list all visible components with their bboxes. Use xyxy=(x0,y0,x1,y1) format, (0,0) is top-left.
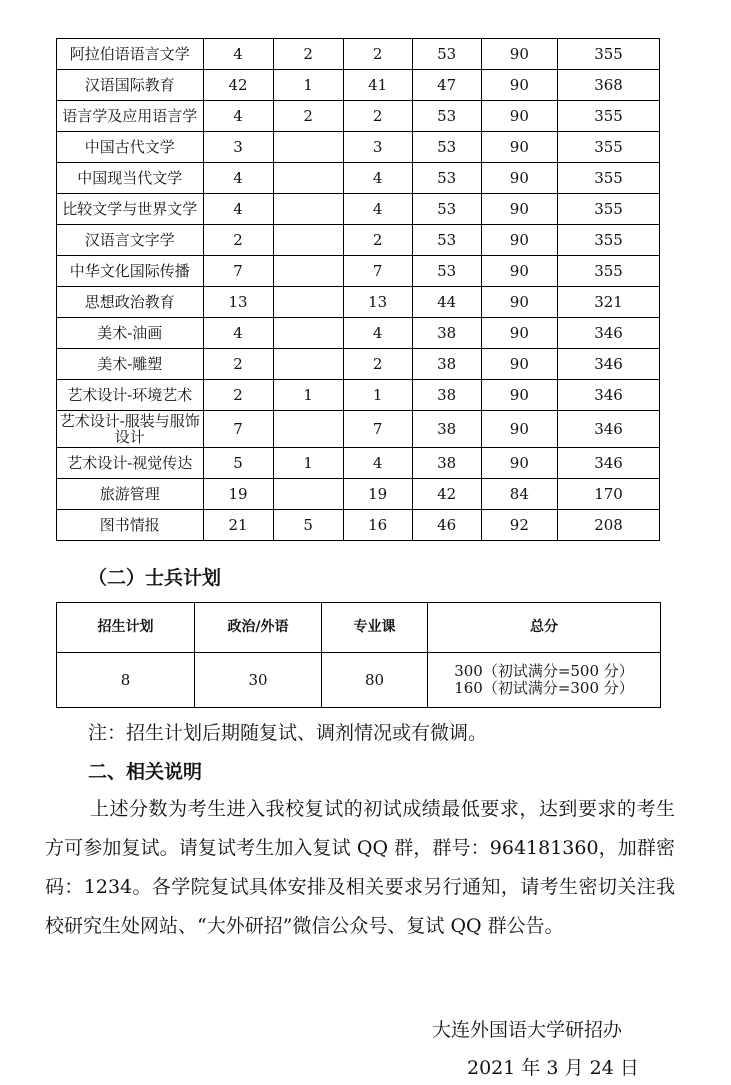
major-cell: 旅游管理 xyxy=(57,479,204,510)
score-table-row xyxy=(57,225,660,256)
total-score-cell: 346 xyxy=(558,380,660,411)
score-table-row xyxy=(57,287,660,318)
plan-count-cell: 4 xyxy=(203,39,273,70)
header-plan: 招生计划 xyxy=(57,603,195,653)
unified-exam-count-cell: 4 xyxy=(343,318,412,349)
politics-foreign-score-cell: 47 xyxy=(412,70,481,101)
plan-count-cell: 19 xyxy=(203,479,273,510)
score-table-row xyxy=(57,380,660,411)
total-score-cell: 346 xyxy=(558,448,660,479)
professional-score-cell: 90 xyxy=(481,448,557,479)
major-cell: 图书情报 xyxy=(57,510,204,541)
unified-exam-count-cell: 7 xyxy=(343,256,412,287)
recommended-count-cell: 1 xyxy=(273,448,343,479)
unified-exam-count-cell: 13 xyxy=(343,287,412,318)
plan-count-cell: 42 xyxy=(203,70,273,101)
plan-count-cell: 4 xyxy=(203,194,273,225)
professional-score-cell: 90 xyxy=(481,101,557,132)
total-score-cell: 346 xyxy=(558,411,660,448)
score-table-row xyxy=(57,194,660,225)
unified-exam-count-cell: 4 xyxy=(343,194,412,225)
soldier-professional: 80 xyxy=(322,653,428,708)
soldier-plan-count: 8 xyxy=(57,653,195,708)
plan-count-cell: 2 xyxy=(203,225,273,256)
related-body-text: 上述分数为考生进入我校复试的初试成绩最低要求，达到要求的考生方可参加复试。请复试考生加入复试 QQ 群，群号：964181360，加群密码：1234。各学院复试具体安排及相关要求另行通知，请考生密切关注我校研究生处网站、“大外研招”微信公众号、复试 QQ 群公告。 xyxy=(45,798,675,937)
politics-foreign-score-cell: 53 xyxy=(412,163,481,194)
recommended-count-cell: 5 xyxy=(273,510,343,541)
unified-exam-count-cell: 2 xyxy=(343,349,412,380)
major-cell: 中国古代文学 xyxy=(57,132,204,163)
recommended-count-cell xyxy=(273,163,343,194)
recommended-count-cell xyxy=(273,318,343,349)
recommended-count-cell xyxy=(273,479,343,510)
total-score-cell: 321 xyxy=(558,287,660,318)
soldier-plan-heading: （二）士兵计划 xyxy=(88,567,222,589)
unified-exam-count-cell: 16 xyxy=(343,510,412,541)
major-cell: 汉语言文字学 xyxy=(57,225,204,256)
professional-score-cell: 90 xyxy=(481,39,557,70)
recommended-count-cell xyxy=(273,349,343,380)
politics-foreign-score-cell: 53 xyxy=(412,132,481,163)
unified-exam-count-cell: 2 xyxy=(343,225,412,256)
unified-exam-count-cell: 19 xyxy=(343,479,412,510)
professional-score-cell: 90 xyxy=(481,225,557,256)
professional-score-cell: 90 xyxy=(481,318,557,349)
politics-foreign-score-cell: 38 xyxy=(412,411,481,448)
recommended-count-cell xyxy=(273,132,343,163)
unified-exam-count-cell: 4 xyxy=(343,163,412,194)
soldier-table-header-row xyxy=(57,603,661,653)
major-cell: 中国现当代文学 xyxy=(57,163,204,194)
major-cell: 艺术设计-视觉传达 xyxy=(57,448,204,479)
unified-exam-count-cell: 2 xyxy=(343,101,412,132)
score-table-row xyxy=(57,101,660,132)
professional-score-cell: 90 xyxy=(481,411,557,448)
politics-foreign-score-cell: 44 xyxy=(412,287,481,318)
recommended-count-cell: 2 xyxy=(273,39,343,70)
major-cell: 思想政治教育 xyxy=(57,287,204,318)
signature-date: 2021 年 3 月 24 日 xyxy=(467,1057,639,1079)
score-table-row xyxy=(57,39,660,70)
major-cell: 美术-油画 xyxy=(57,318,204,349)
plan-count-cell: 4 xyxy=(203,318,273,349)
recommended-count-cell xyxy=(273,225,343,256)
total-score-cell: 346 xyxy=(558,318,660,349)
total-score-cell: 355 xyxy=(558,225,660,256)
plan-count-cell: 5 xyxy=(203,448,273,479)
total-score-cell: 355 xyxy=(558,256,660,287)
politics-foreign-score-cell: 46 xyxy=(412,510,481,541)
plan-count-cell: 3 xyxy=(203,132,273,163)
score-table-row xyxy=(57,163,660,194)
professional-score-cell: 92 xyxy=(481,510,557,541)
recommended-count-cell xyxy=(273,411,343,448)
unified-exam-count-cell: 1 xyxy=(343,380,412,411)
recommended-count-cell: 2 xyxy=(273,101,343,132)
plan-count-cell: 7 xyxy=(203,256,273,287)
politics-foreign-score-cell: 53 xyxy=(412,194,481,225)
score-table-row xyxy=(57,411,660,448)
unified-exam-count-cell: 2 xyxy=(343,39,412,70)
total-score-cell: 355 xyxy=(558,132,660,163)
professional-score-cell: 90 xyxy=(481,349,557,380)
professional-score-cell: 84 xyxy=(481,479,557,510)
unified-exam-count-cell: 7 xyxy=(343,411,412,448)
header-professional: 专业课 xyxy=(322,603,428,653)
plan-count-cell: 21 xyxy=(203,510,273,541)
professional-score-cell: 90 xyxy=(481,163,557,194)
recommended-count-cell xyxy=(273,287,343,318)
score-table-row xyxy=(57,132,660,163)
total-score-cell: 208 xyxy=(558,510,660,541)
plan-count-cell: 2 xyxy=(203,349,273,380)
politics-foreign-score-cell: 53 xyxy=(412,39,481,70)
soldier-total xyxy=(428,653,661,708)
politics-foreign-score-cell: 38 xyxy=(412,448,481,479)
politics-foreign-score-cell: 53 xyxy=(412,225,481,256)
score-table-row xyxy=(57,448,660,479)
total-score-cell: 346 xyxy=(558,349,660,380)
politics-foreign-score-cell: 42 xyxy=(412,479,481,510)
soldier-plan-table xyxy=(56,602,661,708)
soldier-total-line-2: 160（初试满分=300 分） xyxy=(454,679,634,697)
recommended-count-cell: 1 xyxy=(273,380,343,411)
professional-score-cell: 90 xyxy=(481,256,557,287)
politics-foreign-score-cell: 38 xyxy=(412,349,481,380)
professional-score-cell: 90 xyxy=(481,194,557,225)
soldier-table-row xyxy=(57,653,661,708)
major-cell: 艺术设计-环境艺术 xyxy=(57,380,204,411)
header-total: 总分 xyxy=(428,603,661,653)
professional-score-cell: 90 xyxy=(481,70,557,101)
politics-foreign-score-cell: 53 xyxy=(412,256,481,287)
score-table-row xyxy=(57,318,660,349)
major-cell: 阿拉伯语语言文学 xyxy=(57,39,204,70)
recommended-count-cell xyxy=(273,256,343,287)
score-table xyxy=(56,38,660,541)
unified-exam-count-cell: 41 xyxy=(343,70,412,101)
total-score-cell: 355 xyxy=(558,39,660,70)
score-table-row xyxy=(57,479,660,510)
professional-score-cell: 90 xyxy=(481,132,557,163)
recommended-count-cell: 1 xyxy=(273,70,343,101)
plan-count-cell: 7 xyxy=(203,411,273,448)
total-score-cell: 355 xyxy=(558,101,660,132)
major-cell: 艺术设计-服装与服饰设计 xyxy=(57,411,204,448)
unified-exam-count-cell: 4 xyxy=(343,448,412,479)
major-cell: 美术-雕塑 xyxy=(57,349,204,380)
politics-foreign-score-cell: 53 xyxy=(412,101,481,132)
unified-exam-count-cell: 3 xyxy=(343,132,412,163)
major-cell: 比较文学与世界文学 xyxy=(57,194,204,225)
header-politics-foreign: 政治/外语 xyxy=(195,603,322,653)
total-score-cell: 170 xyxy=(558,479,660,510)
plan-count-cell: 4 xyxy=(203,101,273,132)
major-cell: 汉语国际教育 xyxy=(57,70,204,101)
soldier-politics-foreign: 30 xyxy=(195,653,322,708)
score-table-row xyxy=(57,510,660,541)
total-score-cell: 368 xyxy=(558,70,660,101)
soldier-total-line-1: 300（初试满分=500 分） xyxy=(454,662,634,680)
politics-foreign-score-cell: 38 xyxy=(412,318,481,349)
professional-score-cell: 90 xyxy=(481,287,557,318)
related-heading: 二、相关说明 xyxy=(88,761,203,783)
major-cell: 中华文化国际传播 xyxy=(57,256,204,287)
score-table-row xyxy=(57,349,660,380)
total-score-cell: 355 xyxy=(558,194,660,225)
recommended-count-cell xyxy=(273,194,343,225)
score-table-body xyxy=(57,39,660,541)
plan-count-cell: 4 xyxy=(203,163,273,194)
total-score-cell: 355 xyxy=(558,163,660,194)
score-table-row xyxy=(57,70,660,101)
politics-foreign-score-cell: 38 xyxy=(412,380,481,411)
professional-score-cell: 90 xyxy=(481,380,557,411)
plan-count-cell: 2 xyxy=(203,380,273,411)
score-table-row xyxy=(57,256,660,287)
signature-org: 大连外国语大学研招办 xyxy=(432,1019,623,1041)
adjustment-note: 注：招生计划后期随复试、调剂情况或有微调。 xyxy=(88,722,488,744)
major-cell: 语言学及应用语言学 xyxy=(57,101,204,132)
plan-count-cell: 13 xyxy=(203,287,273,318)
